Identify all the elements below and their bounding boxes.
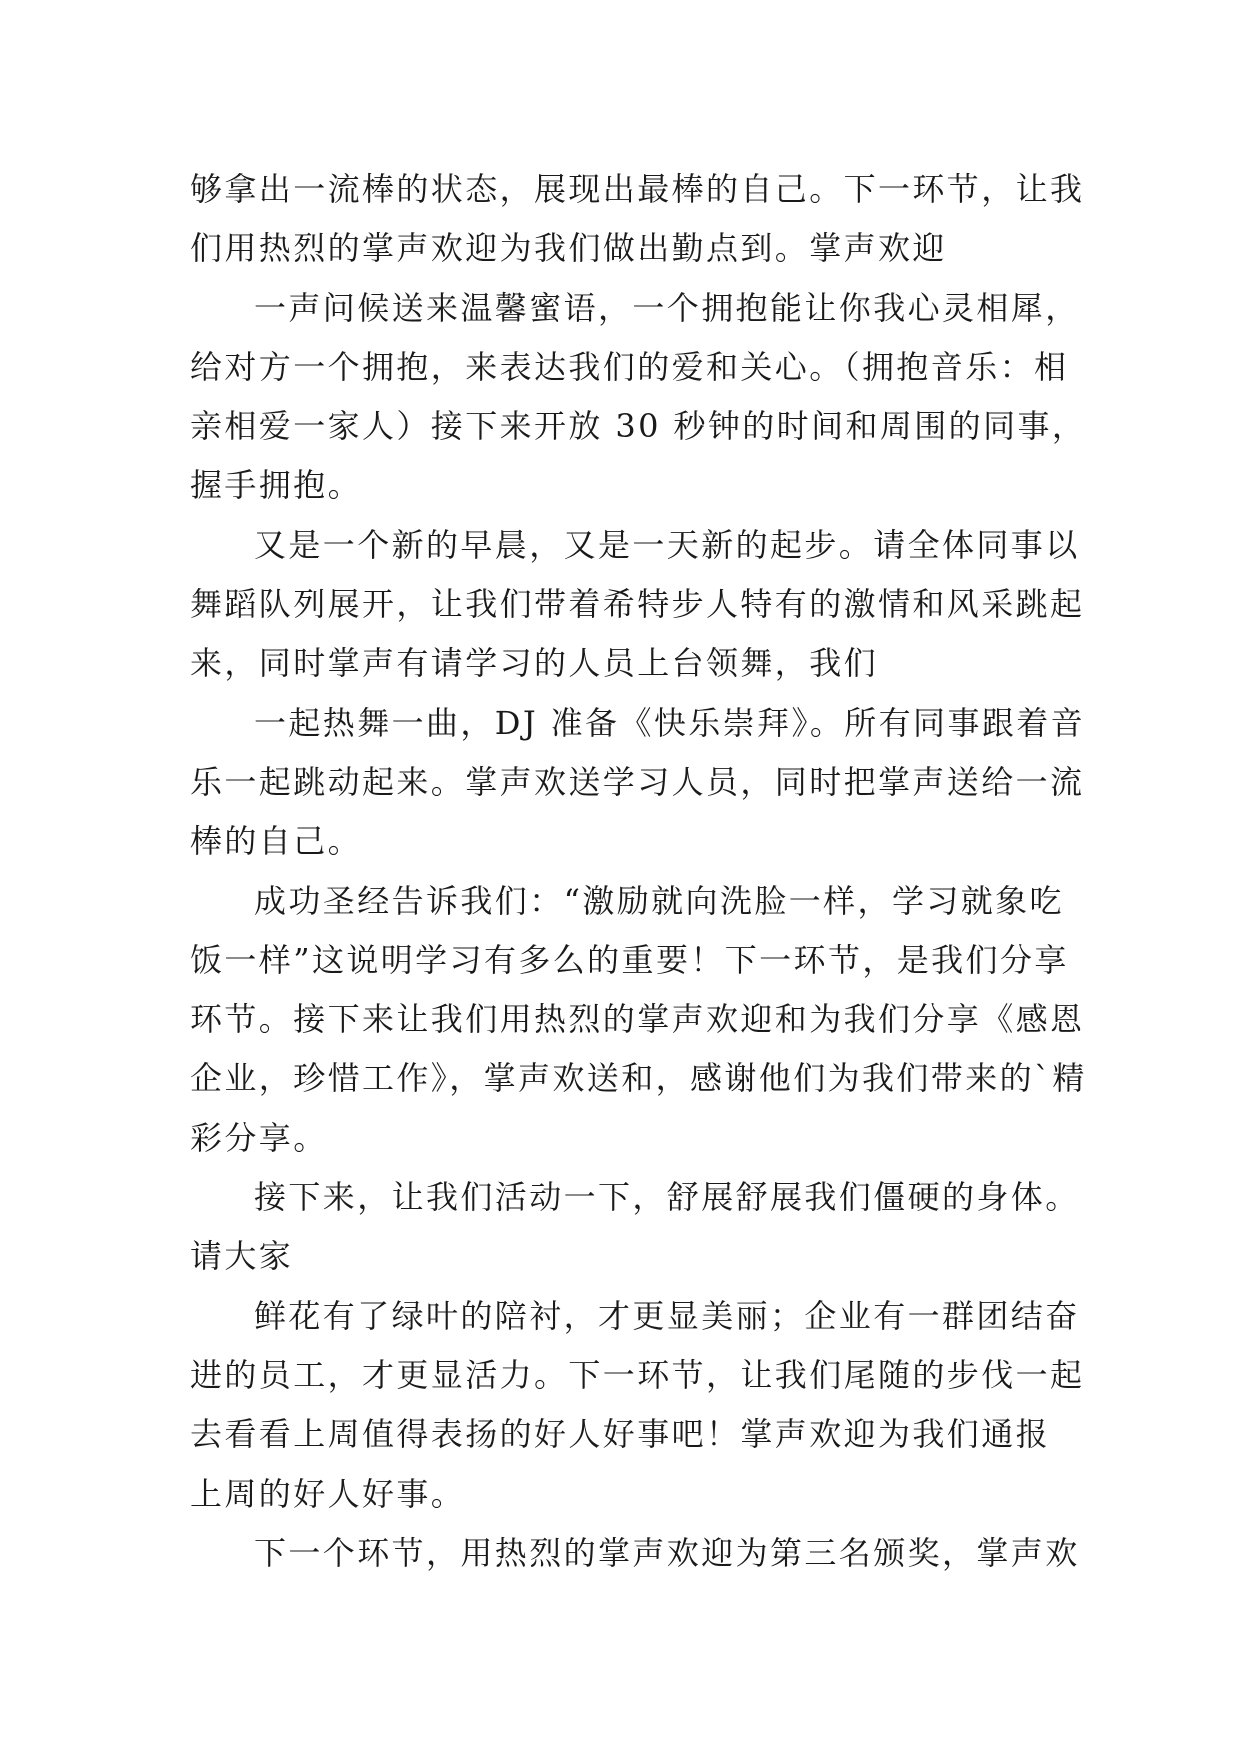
text-line: 彩分享。 <box>190 1118 328 1157</box>
text-line: 上周的好人好事。 <box>190 1474 466 1513</box>
text-line: 去看看上周值得表扬的好人好事吧！掌声欢迎为我们通报 <box>190 1415 1051 1454</box>
text-line: 握手拥抱。 <box>190 466 363 505</box>
paragraph <box>190 1287 1085 1524</box>
text-line: 饭一样”这说明学习有多么的重要！下一环节，是我们分享 <box>190 940 1069 979</box>
text-line: 给对方一个拥抱，来表达我们的爱和关心。（拥抱音乐：相 <box>190 347 1069 386</box>
text-line: 亲相爱一家人）接下来开放 30 秒钟的时间和周围的同事， <box>190 407 1087 446</box>
text-line: 接下来，让我们活动一下，舒展舒展我们僵硬的身体。 <box>254 1178 1080 1217</box>
text-line: 企业，珍惜工作》，掌声欢送和，感谢他们为我们带来的`精 <box>190 1059 1087 1098</box>
paragraph <box>190 1524 1080 1583</box>
text-line: 请大家 <box>190 1237 294 1276</box>
paragraph <box>190 872 1087 1168</box>
text-line: 鲜花有了绿叶的陪衬，才更显美丽；企业有一群团结奋 <box>254 1296 1080 1335</box>
paragraph <box>190 694 1086 872</box>
text-line: 舞蹈队列展开，让我们带着希特步人特有的激情和风采跳起 <box>190 585 1085 624</box>
text-line: 棒的自己。 <box>190 822 363 861</box>
document-body <box>190 160 1087 1583</box>
text-line: 环节。接下来让我们用热烈的掌声欢迎和为我们分享《感恩 <box>190 1000 1085 1039</box>
text-line: 乐一起跳动起来。掌声欢送学习人员，同时把掌声送给一流 <box>190 762 1085 801</box>
text-line: 来，同时掌声有请学习的人员上台领舞，我们 <box>190 644 879 683</box>
text-line: 够拿出一流棒的状态，展现出最棒的自己。下一环节，让我 <box>190 170 1085 208</box>
text-line: 一声问候送来温馨蜜语，一个拥抱能让你我心灵相犀， <box>254 288 1080 327</box>
paragraph <box>190 160 1085 279</box>
text-line: 成功圣经告诉我们：“激励就向洗脸一样，学习就象吃 <box>254 881 1064 920</box>
text-line: 下一个环节，用热烈的掌声欢迎为第三名颁奖，掌声欢 <box>254 1533 1080 1572</box>
paragraph <box>190 279 1087 516</box>
text-line: 进的员工，才更显活力。下一环节，让我们尾随的步伐一起 <box>190 1355 1085 1394</box>
text-line: 一起热舞一曲，DJ 准备《快乐崇拜》。所有同事跟着音 <box>254 703 1086 742</box>
paragraph <box>190 516 1085 694</box>
paragraph <box>190 1168 1080 1287</box>
text-line: 们用热烈的掌声欢迎为我们做出勤点到。掌声欢迎 <box>190 229 947 268</box>
text-line: 又是一个新的早晨，又是一天新的起步。请全体同事以 <box>254 525 1080 564</box>
